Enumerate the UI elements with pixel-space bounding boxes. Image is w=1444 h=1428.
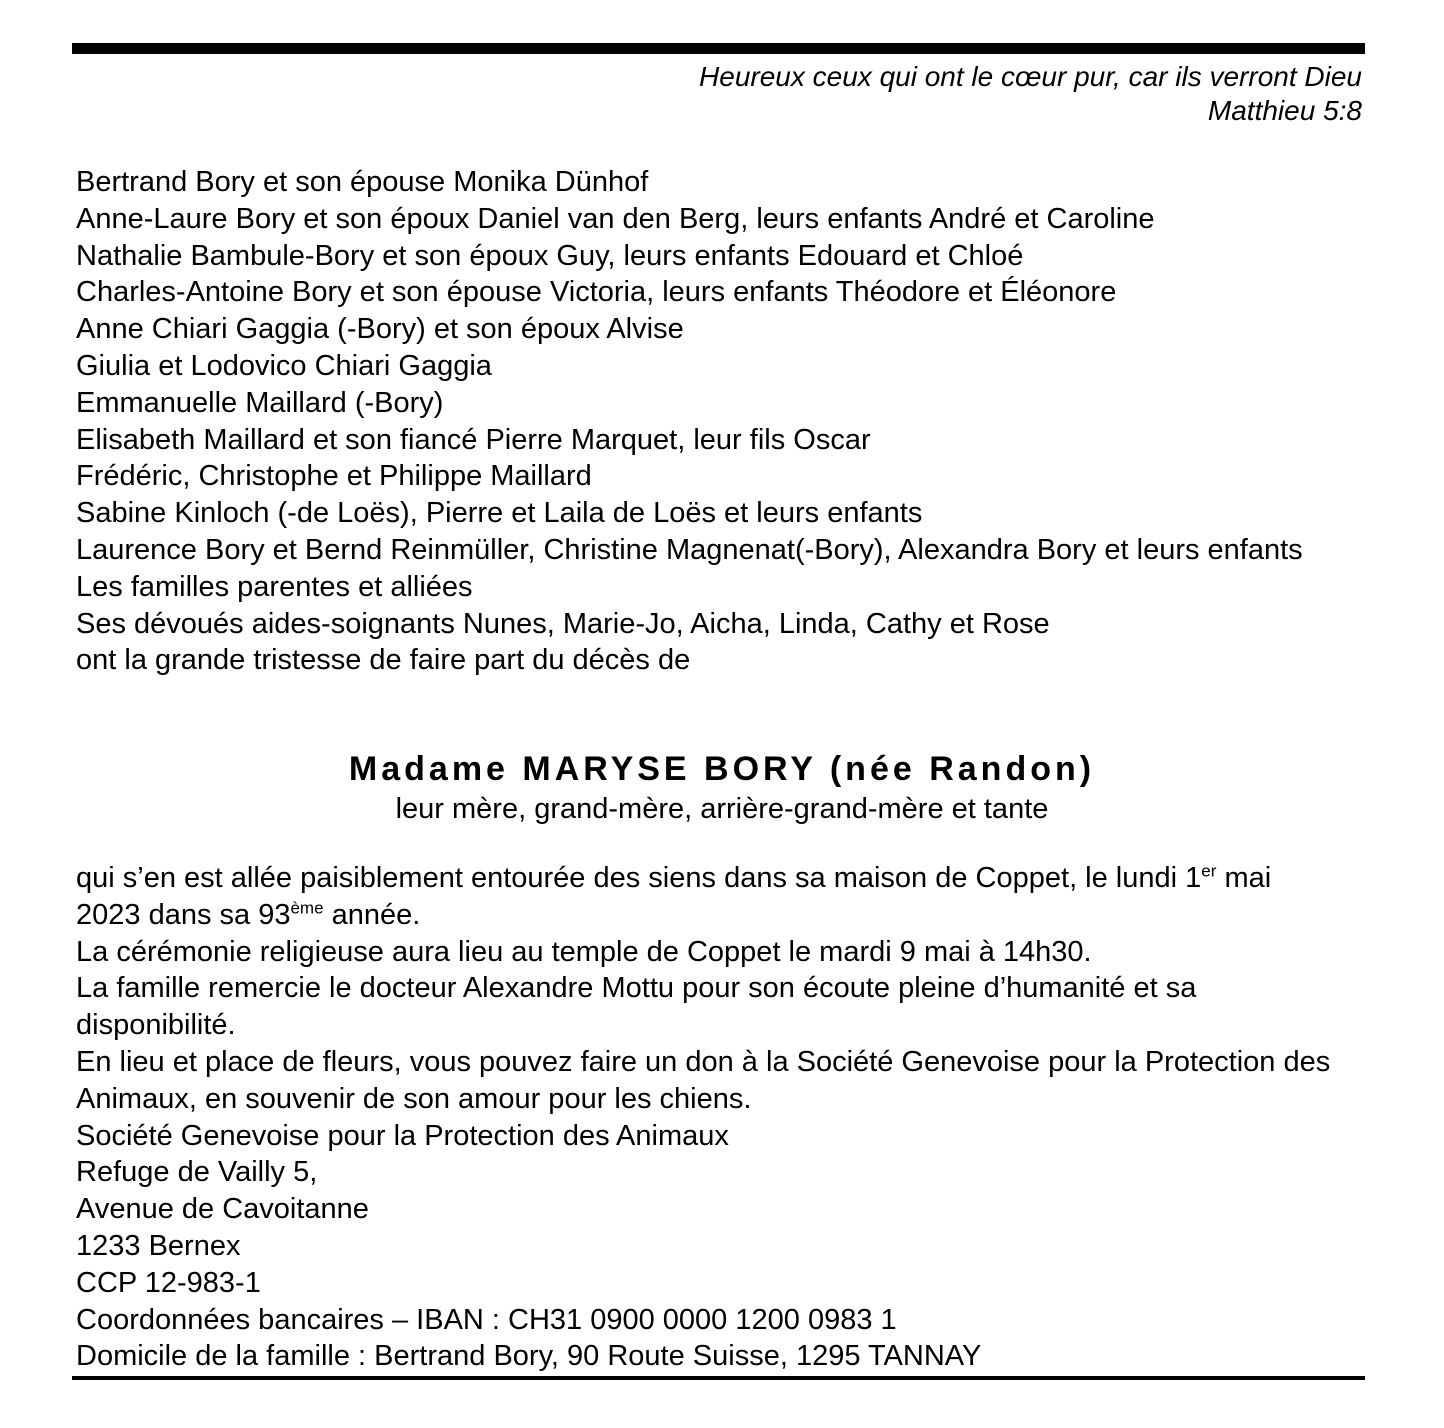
family-line: Ses dévoués aides-soignants Nunes, Marie-Jo, Aicha, Linda, Cathy et Rose [76,607,1050,640]
announcement-line: ont la grande tristesse de faire part du décès de [76,644,691,677]
family-list [76,164,1346,679]
ccp-line: CCP 12-983-1 [76,1266,261,1299]
death-notice-text: qui s’en est allée paisiblement entourée des siens dans sa maison de Coppet, le lundi 1 [76,862,1202,894]
death-notice-text: année. [323,898,421,931]
ceremony-line: La cérémonie religieuse aura lieu au temple de Coppet le mardi 9 mai à 14h30. [76,935,1092,968]
family-line: Sabine Kinloch (-de Loës), Pierre et Laila de Loës et leurs enfants [76,497,923,530]
family-line: Laurence Bory et Bernd Reinmüller, Christine Magnenat(-Bory), Alexandra Bory et leurs enfants [76,533,1303,566]
deceased-relation: leur mère, grand-mère, arrière-grand-mère et tante [395,793,1049,825]
top-rule [72,43,1365,54]
ordinal-suffix: er [1201,861,1217,881]
quote-text: Heureux ceux qui ont le cœur pur, car ils verront Dieu [699,61,1362,92]
family-line: Charles-Antoine Bory et son épouse Victoria, leurs enfants Théodore et Éléonore [76,276,1117,309]
bottom-rule [72,1376,1365,1380]
family-line: Emmanuelle Maillard (-Bory) [76,386,444,419]
family-line: Elisabeth Maillard et son fiancé Pierre Marquet, leur fils Oscar [76,423,871,456]
family-line: Frédéric, Christophe et Philippe Maillard [76,460,592,493]
thanks-line: La famille remercie le docteur Alexandre Mottu pour son écoute pleine d’humanité et sa disponibilité. [76,972,1197,1042]
address-line: Refuge de Vailly 5, [76,1156,318,1189]
donation-line: En lieu et place de fleurs, vous pouvez faire un don à la Société Genevoise pour la Protection des Animaux, en souvenir de son amour pour les chiens. [76,1045,1331,1115]
family-line: Anne Chiari Gaggia (-Bory) et son époux Alvise [76,313,684,346]
notice-body [76,860,1336,1375]
iban-line: Coordonnées bancaires – IBAN : CH31 0900 0000 1200 0983 1 [76,1303,897,1336]
ordinal-suffix: ème [290,898,324,918]
address-line: 1233 Bernex [76,1229,241,1262]
family-line: Anne-Laure Bory et son époux Daniel van den Berg, leurs enfants André et Caroline [76,202,1155,235]
family-line: Bertrand Bory et son épouse Monika Dünhof [76,166,649,198]
quote-reference: Matthieu 5:8 [1207,95,1362,126]
family-line: Les familles parentes et alliées [76,570,473,603]
family-address-line: Domicile de la famille : Bertrand Bory, 90 Route Suisse, 1295 TANNAY [76,1340,982,1373]
death-notice [76,860,1336,934]
address-line: Avenue de Cavoitanne [76,1193,369,1226]
deceased-name: Madame MARYSE BORY (née Randon) [348,750,1096,788]
bible-quote [699,60,1362,128]
family-line: Nathalie Bambule-Bory et son époux Guy, leurs enfants Edouard et Chloé [76,239,1024,272]
family-line: Giulia et Lodovico Chiari Gaggia [76,349,492,382]
address-line: Société Genevoise pour la Protection des Animaux [76,1119,729,1152]
death-notice-text: mai 2023 dans sa 93 [76,862,1272,931]
